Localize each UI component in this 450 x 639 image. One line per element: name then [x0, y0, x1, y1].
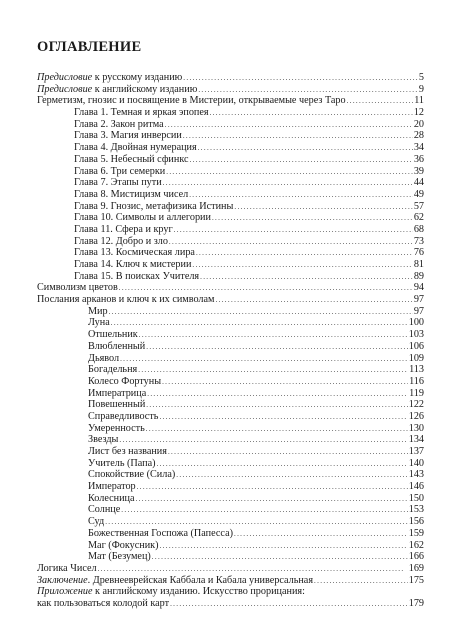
toc-page-number: 89 [413, 270, 424, 282]
toc-page-number: 34 [413, 142, 424, 154]
toc-entry-text: Глава 8. Мистицизм чисел [74, 188, 189, 200]
toc-entry-label [74, 177, 162, 189]
toc-entry [0, 107, 424, 119]
toc-entry-text: Императрица [88, 387, 147, 399]
toc-page-number: 166 [408, 551, 424, 563]
toc-page-number: 156 [408, 516, 424, 528]
toc-page-number: 130 [408, 422, 424, 434]
toc-entry-label [88, 411, 158, 423]
toc-entry-label [88, 551, 151, 563]
toc-entry-text: Солнце [88, 504, 121, 516]
toc-entry-text: Отшельник [88, 329, 138, 341]
toc-entry-text: к русскому изданию [92, 72, 183, 83]
toc-page-number: 49 [413, 188, 424, 200]
toc-page-number: 73 [413, 235, 424, 247]
toc-entry-text: Символизм цветов [37, 282, 118, 294]
toc-entry [0, 376, 424, 388]
toc-page-number: 116 [409, 375, 424, 387]
toc-entry-text: Глава 12. Добро и зло [74, 235, 168, 247]
toc-entry [0, 364, 424, 376]
toc-page-number: 11 [414, 95, 424, 107]
toc-entry-label [88, 388, 146, 400]
toc-page-number: 162 [408, 539, 424, 551]
toc-entry-text: Император [88, 481, 136, 493]
toc-page-number: 57 [413, 200, 424, 212]
toc-entry [0, 212, 424, 224]
page-title: ОГЛАВЛЕНИЕ [37, 39, 142, 55]
toc-page-number: 126 [408, 410, 424, 422]
toc-entry-label [88, 399, 145, 411]
toc-page-number: 68 [413, 223, 424, 235]
toc-entry-text: Звезды [88, 434, 119, 446]
toc-entry [0, 247, 424, 259]
toc-page-number: 146 [408, 481, 424, 493]
toc-entry-text: Повешенный [88, 399, 146, 411]
toc-entry [0, 540, 424, 552]
toc-entry-label [88, 469, 175, 481]
toc-entry-label [37, 598, 169, 610]
toc-entry-text: Глава 6. Три семерки [74, 165, 166, 177]
toc-entry-label [88, 376, 161, 388]
toc-page-number: 81 [413, 259, 424, 270]
toc-page-number: 9 [418, 83, 424, 95]
toc-page-number: 97 [413, 294, 424, 306]
toc-entry-text: Спокойствие (Сила) [88, 469, 176, 481]
toc-page-number: 36 [413, 153, 424, 165]
toc-entry [0, 84, 424, 96]
toc-entry-text: Справедливость [88, 410, 159, 422]
toc-entry [0, 236, 424, 248]
toc-entry [0, 469, 424, 481]
toc-entry [0, 271, 424, 283]
toc-entry-label [88, 353, 119, 365]
toc-entry [0, 306, 424, 318]
toc-page-number: 175 [408, 574, 424, 586]
toc-entry-label [74, 119, 164, 131]
toc-entry-label [37, 72, 182, 84]
toc-entry-label [88, 341, 145, 353]
toc-entry-italic-label: Предисловие [37, 83, 93, 95]
toc-entry [0, 423, 424, 435]
toc-entry-text: Дьявол [88, 352, 120, 364]
toc-entry-text: Мат (Безумец) [88, 551, 151, 563]
toc-entry [0, 481, 424, 493]
toc-entry-text: Глава 3. Магия инверсии [74, 130, 182, 142]
toc-leader-dots [170, 598, 408, 611]
toc-entry-label [37, 95, 346, 107]
toc-page-number: 150 [408, 492, 424, 504]
toc-entry-text: Глава 10. Символы и аллегории [74, 212, 211, 224]
toc-entry-text: Луна [88, 317, 110, 329]
toc-entry-text: Глава 13. Космическая лира [74, 247, 195, 259]
toc-entry-label [88, 364, 137, 376]
toc-page-number: 44 [413, 177, 424, 189]
toc-entry-text: Послания арканов и ключ к их символам [37, 294, 215, 306]
toc-entry [0, 575, 424, 587]
toc-entry [0, 224, 424, 236]
toc-page-number: 5 [418, 72, 424, 83]
toc-page-number: 106 [408, 340, 424, 352]
toc-entry [0, 493, 424, 505]
toc-entry-label [37, 586, 305, 598]
toc-entry-text: Глава 11. Сфера и круг [74, 223, 173, 235]
toc-entry [0, 341, 424, 353]
toc-page-number: 113 [409, 364, 424, 376]
toc-entry [0, 598, 424, 610]
toc-entry [0, 329, 424, 341]
toc-entry-text: Логика Чисел [37, 562, 97, 574]
toc-entry [0, 119, 424, 131]
toc-entry-text: Колесо Фортуны [88, 375, 162, 387]
toc-entry-label [37, 282, 118, 294]
toc-entry-text: Влюбленный [88, 340, 146, 352]
toc-entry-label [37, 563, 97, 575]
toc-entry-italic-label: Приложение [37, 586, 93, 598]
toc-entry [0, 516, 424, 528]
toc-entry-label [88, 317, 110, 329]
toc-entry-label [88, 540, 159, 552]
toc-entry-italic-label: Предисловие [37, 72, 93, 83]
toc-page-number: 153 [408, 504, 424, 516]
toc-entry-text: Глава 4. Двойная нумерация [74, 142, 197, 154]
toc-page-number: 12 [413, 107, 424, 119]
toc-entry-label [88, 504, 120, 516]
toc-entry-italic-label: Заключение [37, 574, 88, 586]
toc-entry [0, 551, 424, 563]
toc-page-number: 39 [413, 165, 424, 177]
toc-entry-label [88, 423, 145, 435]
toc-entry-label [74, 201, 233, 213]
toc-page-number: 28 [413, 130, 424, 142]
toc-entry [0, 282, 424, 294]
toc-entry-label [88, 528, 233, 540]
toc-entry [0, 434, 424, 446]
toc-entry [0, 154, 424, 166]
toc-page-number: 100 [408, 317, 424, 329]
toc-entry-label [88, 329, 138, 341]
toc-entry [0, 563, 424, 575]
table-of-contents [0, 72, 450, 610]
toc-page-number: 122 [408, 399, 424, 411]
toc-entry-text: Глава 15. В поисках Учителя [74, 270, 200, 282]
toc-page-number: 97 [413, 305, 424, 317]
toc-entry-label [88, 446, 167, 458]
toc-entry [0, 177, 424, 189]
toc-entry [0, 95, 424, 107]
toc-page-number: 119 [409, 387, 424, 399]
toc-page-number: 94 [413, 282, 424, 294]
toc-entry [0, 142, 424, 154]
toc-entry [0, 259, 424, 271]
toc-entry-label [74, 259, 191, 271]
toc-page-number: 62 [413, 212, 424, 224]
toc-entry [0, 166, 424, 178]
toc-page-number: 134 [408, 434, 424, 446]
toc-entry-label [74, 142, 197, 154]
toc-entry-label [88, 458, 156, 470]
toc-entry-text: Колесница [88, 492, 135, 504]
toc-entry-label [88, 434, 118, 446]
toc-page-number: 103 [408, 329, 424, 341]
toc-entry-label [74, 107, 209, 119]
toc-entry-text: Божественная Госпожа (Папесса) [88, 527, 233, 539]
toc-entry-label [74, 166, 165, 178]
toc-leader-dots [314, 575, 408, 588]
toc-entry [0, 504, 424, 516]
toc-entry-label [74, 236, 168, 248]
toc-entry [0, 458, 424, 470]
toc-entry-text: Глава 2. Закон ритма [74, 118, 164, 130]
toc-page-number: 179 [408, 597, 424, 609]
toc-page-number: 76 [413, 247, 424, 259]
toc-entry-label [88, 306, 108, 318]
toc-entry-text: . Древнееврейская Каббала и Кабала универсальная [87, 574, 314, 586]
toc-entry [0, 353, 424, 365]
toc-entry [0, 130, 424, 142]
toc-page-number: 169 [408, 562, 424, 574]
toc-entry-label [74, 271, 199, 283]
toc-page-number: 140 [408, 457, 424, 469]
toc-entry-text: к английскому изданию [92, 83, 198, 95]
toc-entry-text: Суд [88, 516, 105, 528]
toc-entry [0, 294, 424, 306]
toc-entry-text: Глава 7. Этапы пути [74, 177, 162, 189]
toc-entry [0, 586, 424, 598]
toc-entry-label [37, 84, 197, 96]
toc-entry [0, 399, 424, 411]
toc-page-number: 109 [408, 352, 424, 364]
toc-entry-text: Глава 9. Гнозис, метафизика Истины [74, 200, 234, 212]
toc-page-number: 159 [408, 527, 424, 539]
toc-entry [0, 528, 424, 540]
toc-entry-label [74, 247, 195, 259]
toc-page-number: 20 [413, 118, 424, 130]
toc-entry-label [37, 575, 313, 587]
toc-entry-label [88, 493, 135, 505]
toc-entry [0, 446, 424, 458]
toc-entry-label [74, 130, 182, 142]
toc-page-number: 143 [408, 469, 424, 481]
toc-entry-label [74, 189, 188, 201]
toc-entry [0, 411, 424, 423]
toc-entry [0, 201, 424, 213]
toc-entry-label [74, 154, 189, 166]
toc-entry-text: как пользоваться колодой карт [37, 597, 170, 609]
toc-entry-text: Богадельня [88, 364, 138, 376]
toc-entry-label [74, 224, 173, 236]
toc-entry-label [74, 212, 211, 224]
toc-entry-text: Маг (Фокусник) [88, 539, 159, 551]
toc-entry-label [37, 294, 215, 306]
toc-entry-text: Глава 14. Ключ к мистерии [74, 259, 192, 270]
toc-entry [0, 72, 424, 84]
toc-page-number: 137 [408, 446, 424, 457]
toc-entry-text: Учитель (Папа) [88, 457, 156, 469]
toc-entry-label [88, 516, 104, 528]
toc-entry-text: Глава 5. Небесный сфинкс [74, 153, 189, 165]
toc-entry-text: Лист без названия [88, 446, 167, 457]
toc-entry [0, 388, 424, 400]
toc-entry-text: Мир [88, 305, 108, 317]
toc-entry [0, 317, 424, 329]
toc-entry-text: Глава 1. Темная и яркая эпопея [74, 107, 209, 119]
toc-entry-text: к английскому изданию. Искусство прорицания: [92, 586, 305, 598]
toc-entry-label [88, 481, 136, 493]
toc-entry [0, 189, 424, 201]
toc-entry-text: Герметизм, гнозис и посвящение в Мистерии, открываемые через Таро [37, 95, 346, 107]
toc-entry-text: Умеренность [88, 422, 145, 434]
